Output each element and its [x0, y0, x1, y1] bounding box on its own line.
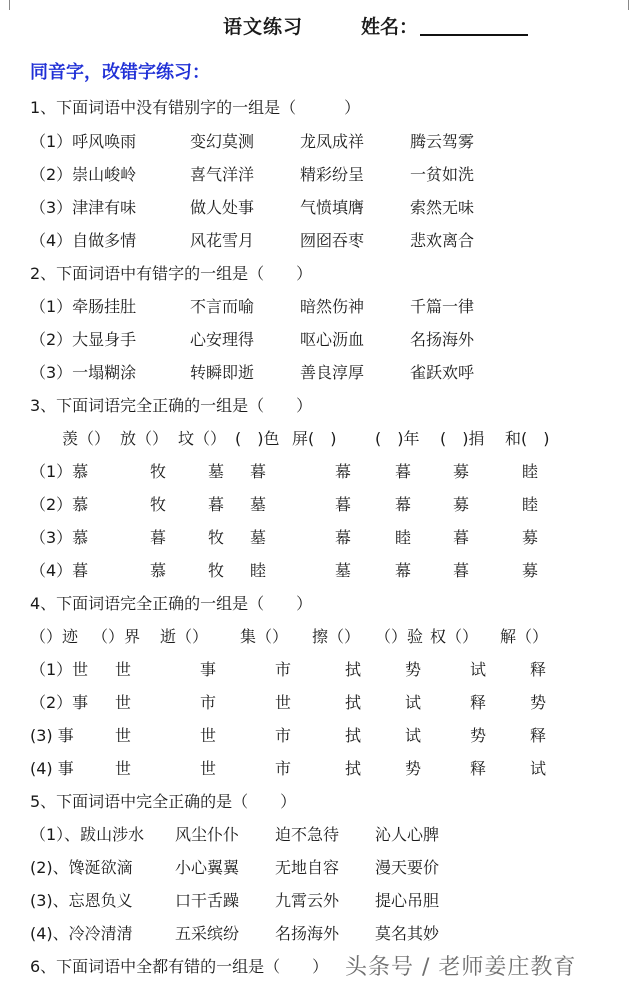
blank-cell: 放（） [120, 429, 169, 448]
question-3-option-4 [30, 559, 630, 583]
option-cell: （4）暮 [30, 561, 89, 580]
option-cell: 势 [405, 660, 422, 679]
option-cell: 迫不急待 [275, 825, 340, 844]
option-cell: 暮 [250, 462, 267, 481]
option-cell: 世 [275, 693, 292, 712]
blank-cell: 和( ) [505, 429, 550, 448]
question-3-option-1 [30, 460, 630, 484]
question-5-option-1 [30, 823, 630, 847]
option-cell: 暮 [150, 528, 167, 547]
option-cell: 势 [405, 759, 422, 778]
option-cell: 墓 [250, 495, 267, 514]
question-1-option-2 [30, 163, 630, 187]
watermark: 头条号 / 老师姜庄教育 [345, 955, 577, 980]
question-4-option-1 [30, 658, 630, 682]
option-cell: 市 [275, 726, 292, 745]
option-cell: 风花雪月 [190, 231, 255, 250]
question-1-option-1 [30, 130, 630, 154]
option-cell: （2）慕 [30, 495, 89, 514]
option-cell: 试 [405, 726, 422, 745]
option-cell: 墓 [250, 528, 267, 547]
option-cell: 世 [200, 726, 217, 745]
option-cell: (4) 事 [30, 759, 74, 778]
question-4-option-3 [30, 724, 630, 748]
option-cell: 试 [470, 660, 487, 679]
option-cell: 势 [530, 693, 547, 712]
option-cell: 世 [115, 726, 132, 745]
option-cell: 沁人心脾 [375, 825, 440, 844]
option-cell: （1）世 [30, 660, 89, 679]
question-text: 3、下面词语完全正确的一组是（ ） [30, 396, 313, 415]
option-cell: 做人处事 [190, 198, 255, 217]
option-cell: 五采缤纷 [175, 924, 240, 943]
option-cell: 世 [115, 693, 132, 712]
option-cell: 索然无味 [410, 198, 475, 217]
question-2-option-3 [30, 361, 630, 385]
option-cell: 九霄云外 [275, 891, 340, 910]
option-cell: 睦 [522, 495, 539, 514]
option-cell: 口干舌躁 [175, 891, 240, 910]
option-cell: 暮 [208, 495, 225, 514]
blank-cell: 羡（） [62, 429, 111, 448]
option-cell: 囫囵吞枣 [300, 231, 365, 250]
option-cell: 拭 [345, 759, 362, 778]
option-cell: 漫天要价 [375, 858, 440, 877]
option-cell: （2）大显身手 [30, 330, 137, 349]
option-cell: 一贫如洗 [410, 165, 475, 184]
option-cell: 幕 [395, 561, 412, 580]
question-5-prompt [30, 790, 630, 814]
option-cell: 试 [530, 759, 547, 778]
name-label: 姓名： [361, 16, 419, 38]
blank-cell: 解（） [500, 627, 549, 646]
option-cell: 睦 [250, 561, 267, 580]
question-4-option-2 [30, 691, 630, 715]
option-cell: （3）一塌糊涂 [30, 363, 137, 382]
blank-cell: 坟（） [178, 429, 227, 448]
question-5-option-4 [30, 922, 630, 946]
option-cell: 释 [530, 726, 547, 745]
blank-cell: 擦（） [312, 627, 361, 646]
option-cell: （1）慕 [30, 462, 89, 481]
option-cell: 腾云驾雾 [410, 132, 475, 151]
blank-cell: （）迹 [30, 627, 79, 646]
question-4-option-4 [30, 757, 630, 781]
option-cell: 市 [275, 759, 292, 778]
option-cell: 幕 [335, 462, 352, 481]
question-4-prompt [30, 592, 630, 616]
question-text: 6、下面词语中全都有错的一组是（ ） [30, 957, 329, 976]
question-text: 2、下面词语中有错字的一组是（ ） [30, 264, 313, 283]
blank-cell: （）界 [92, 627, 141, 646]
option-cell: 幕 [395, 495, 412, 514]
option-cell: （4）自做多情 [30, 231, 137, 250]
option-cell: 牧 [150, 462, 167, 481]
option-cell: 暮 [453, 528, 470, 547]
option-cell: （2）事 [30, 693, 89, 712]
option-cell: 暮 [453, 561, 470, 580]
option-cell: （1）牵肠挂肚 [30, 297, 137, 316]
question-5-option-3 [30, 889, 630, 913]
option-cell: （2）崇山峻岭 [30, 165, 137, 184]
option-cell: 呕心沥血 [300, 330, 365, 349]
option-cell: 喜气洋洋 [190, 165, 255, 184]
option-cell: 雀跃欢呼 [410, 363, 475, 382]
option-cell: 暗然伤神 [300, 297, 365, 316]
question-text: 1、下面词语中没有错别字的一组是（ ） [30, 98, 361, 117]
option-cell: (4)、冷冷清清 [30, 924, 133, 943]
option-cell: (3)、忘恩负义 [30, 891, 133, 910]
option-cell: 小心翼翼 [175, 858, 240, 877]
option-cell: 牧 [150, 495, 167, 514]
page-edge-left [9, 0, 10, 10]
option-cell: 悲欢离合 [410, 231, 475, 250]
option-cell: 势 [470, 726, 487, 745]
blank-cell: ( )捐 [440, 429, 485, 448]
question-3-option-3 [30, 526, 630, 550]
option-cell: 不言而喻 [190, 297, 255, 316]
option-cell: 募 [522, 561, 539, 580]
option-cell: 墓 [335, 561, 352, 580]
option-cell: 转瞬即逝 [190, 363, 255, 382]
option-cell: 募 [453, 462, 470, 481]
question-2-prompt [30, 262, 630, 286]
blank-cell: 权（） [430, 627, 479, 646]
question-1-option-3 [30, 196, 630, 220]
blank-cell: 集（） [240, 627, 289, 646]
question-4-blanks-row [30, 625, 630, 649]
option-cell: （1）呼风唤雨 [30, 132, 137, 151]
option-cell: 世 [200, 759, 217, 778]
question-2-option-1 [30, 295, 630, 319]
option-cell: 善良淳厚 [300, 363, 365, 382]
option-cell: 睦 [522, 462, 539, 481]
option-cell: 试 [405, 693, 422, 712]
option-cell: 市 [275, 660, 292, 679]
option-cell: 暮 [335, 495, 352, 514]
worksheet-header [0, 12, 640, 42]
question-3-prompt [30, 394, 630, 418]
question-5-option-2 [30, 856, 630, 880]
question-3-blanks-row [30, 427, 630, 451]
option-cell: 提心吊胆 [375, 891, 440, 910]
option-cell: 气愤填膺 [300, 198, 365, 217]
option-cell: 释 [470, 693, 487, 712]
option-cell: 市 [200, 693, 217, 712]
blank-cell: 屏( ) [292, 429, 337, 448]
option-cell: 事 [200, 660, 217, 679]
option-cell: 暮 [395, 462, 412, 481]
option-cell: （1）、跋山涉水 [30, 825, 145, 844]
section-title: 同音字，改错字练习： [30, 62, 210, 83]
option-cell: 墓 [208, 462, 225, 481]
option-cell: 慕 [150, 561, 167, 580]
option-cell: 释 [470, 759, 487, 778]
question-2-option-2 [30, 328, 630, 352]
question-text: 4、下面词语完全正确的一组是（ ） [30, 594, 313, 613]
question-1-option-4 [30, 229, 630, 253]
option-cell: 睦 [395, 528, 412, 547]
option-cell: 牧 [208, 561, 225, 580]
option-cell: 募 [453, 495, 470, 514]
page-edge-right [628, 0, 629, 10]
name-blank-line [420, 34, 528, 36]
option-cell: 世 [115, 660, 132, 679]
option-cell: (2)、馋涎欲滴 [30, 858, 133, 877]
option-cell: 名扬海外 [275, 924, 340, 943]
blank-cell: ( )色 [235, 429, 280, 448]
option-cell: 变幻莫测 [190, 132, 255, 151]
option-cell: 拭 [345, 726, 362, 745]
option-cell: 千篇一律 [410, 297, 475, 316]
option-cell: 释 [530, 660, 547, 679]
question-text: 5、下面词语中完全正确的是（ ） [30, 792, 297, 811]
option-cell: 莫名其妙 [375, 924, 440, 943]
option-cell: （3）慕 [30, 528, 89, 547]
blank-cell: 逝（） [160, 627, 209, 646]
option-cell: 风尘仆仆 [175, 825, 240, 844]
option-cell: (3) 事 [30, 726, 74, 745]
blank-cell: （）验 [375, 627, 424, 646]
option-cell: 拭 [345, 660, 362, 679]
option-cell: 牧 [208, 528, 225, 547]
option-cell: （3）津津有味 [30, 198, 137, 217]
option-cell: 募 [522, 528, 539, 547]
option-cell: 名扬海外 [410, 330, 475, 349]
question-3-option-2 [30, 493, 630, 517]
option-cell: 幕 [335, 528, 352, 547]
blank-cell: ( )年 [375, 429, 420, 448]
worksheet-title: 语文练习 [223, 16, 304, 38]
option-cell: 世 [115, 759, 132, 778]
option-cell: 拭 [345, 693, 362, 712]
option-cell: 无地自容 [275, 858, 340, 877]
option-cell: 龙凤成祥 [300, 132, 365, 151]
question-1-prompt [30, 96, 630, 120]
option-cell: 精彩纷呈 [300, 165, 365, 184]
option-cell: 心安理得 [190, 330, 255, 349]
